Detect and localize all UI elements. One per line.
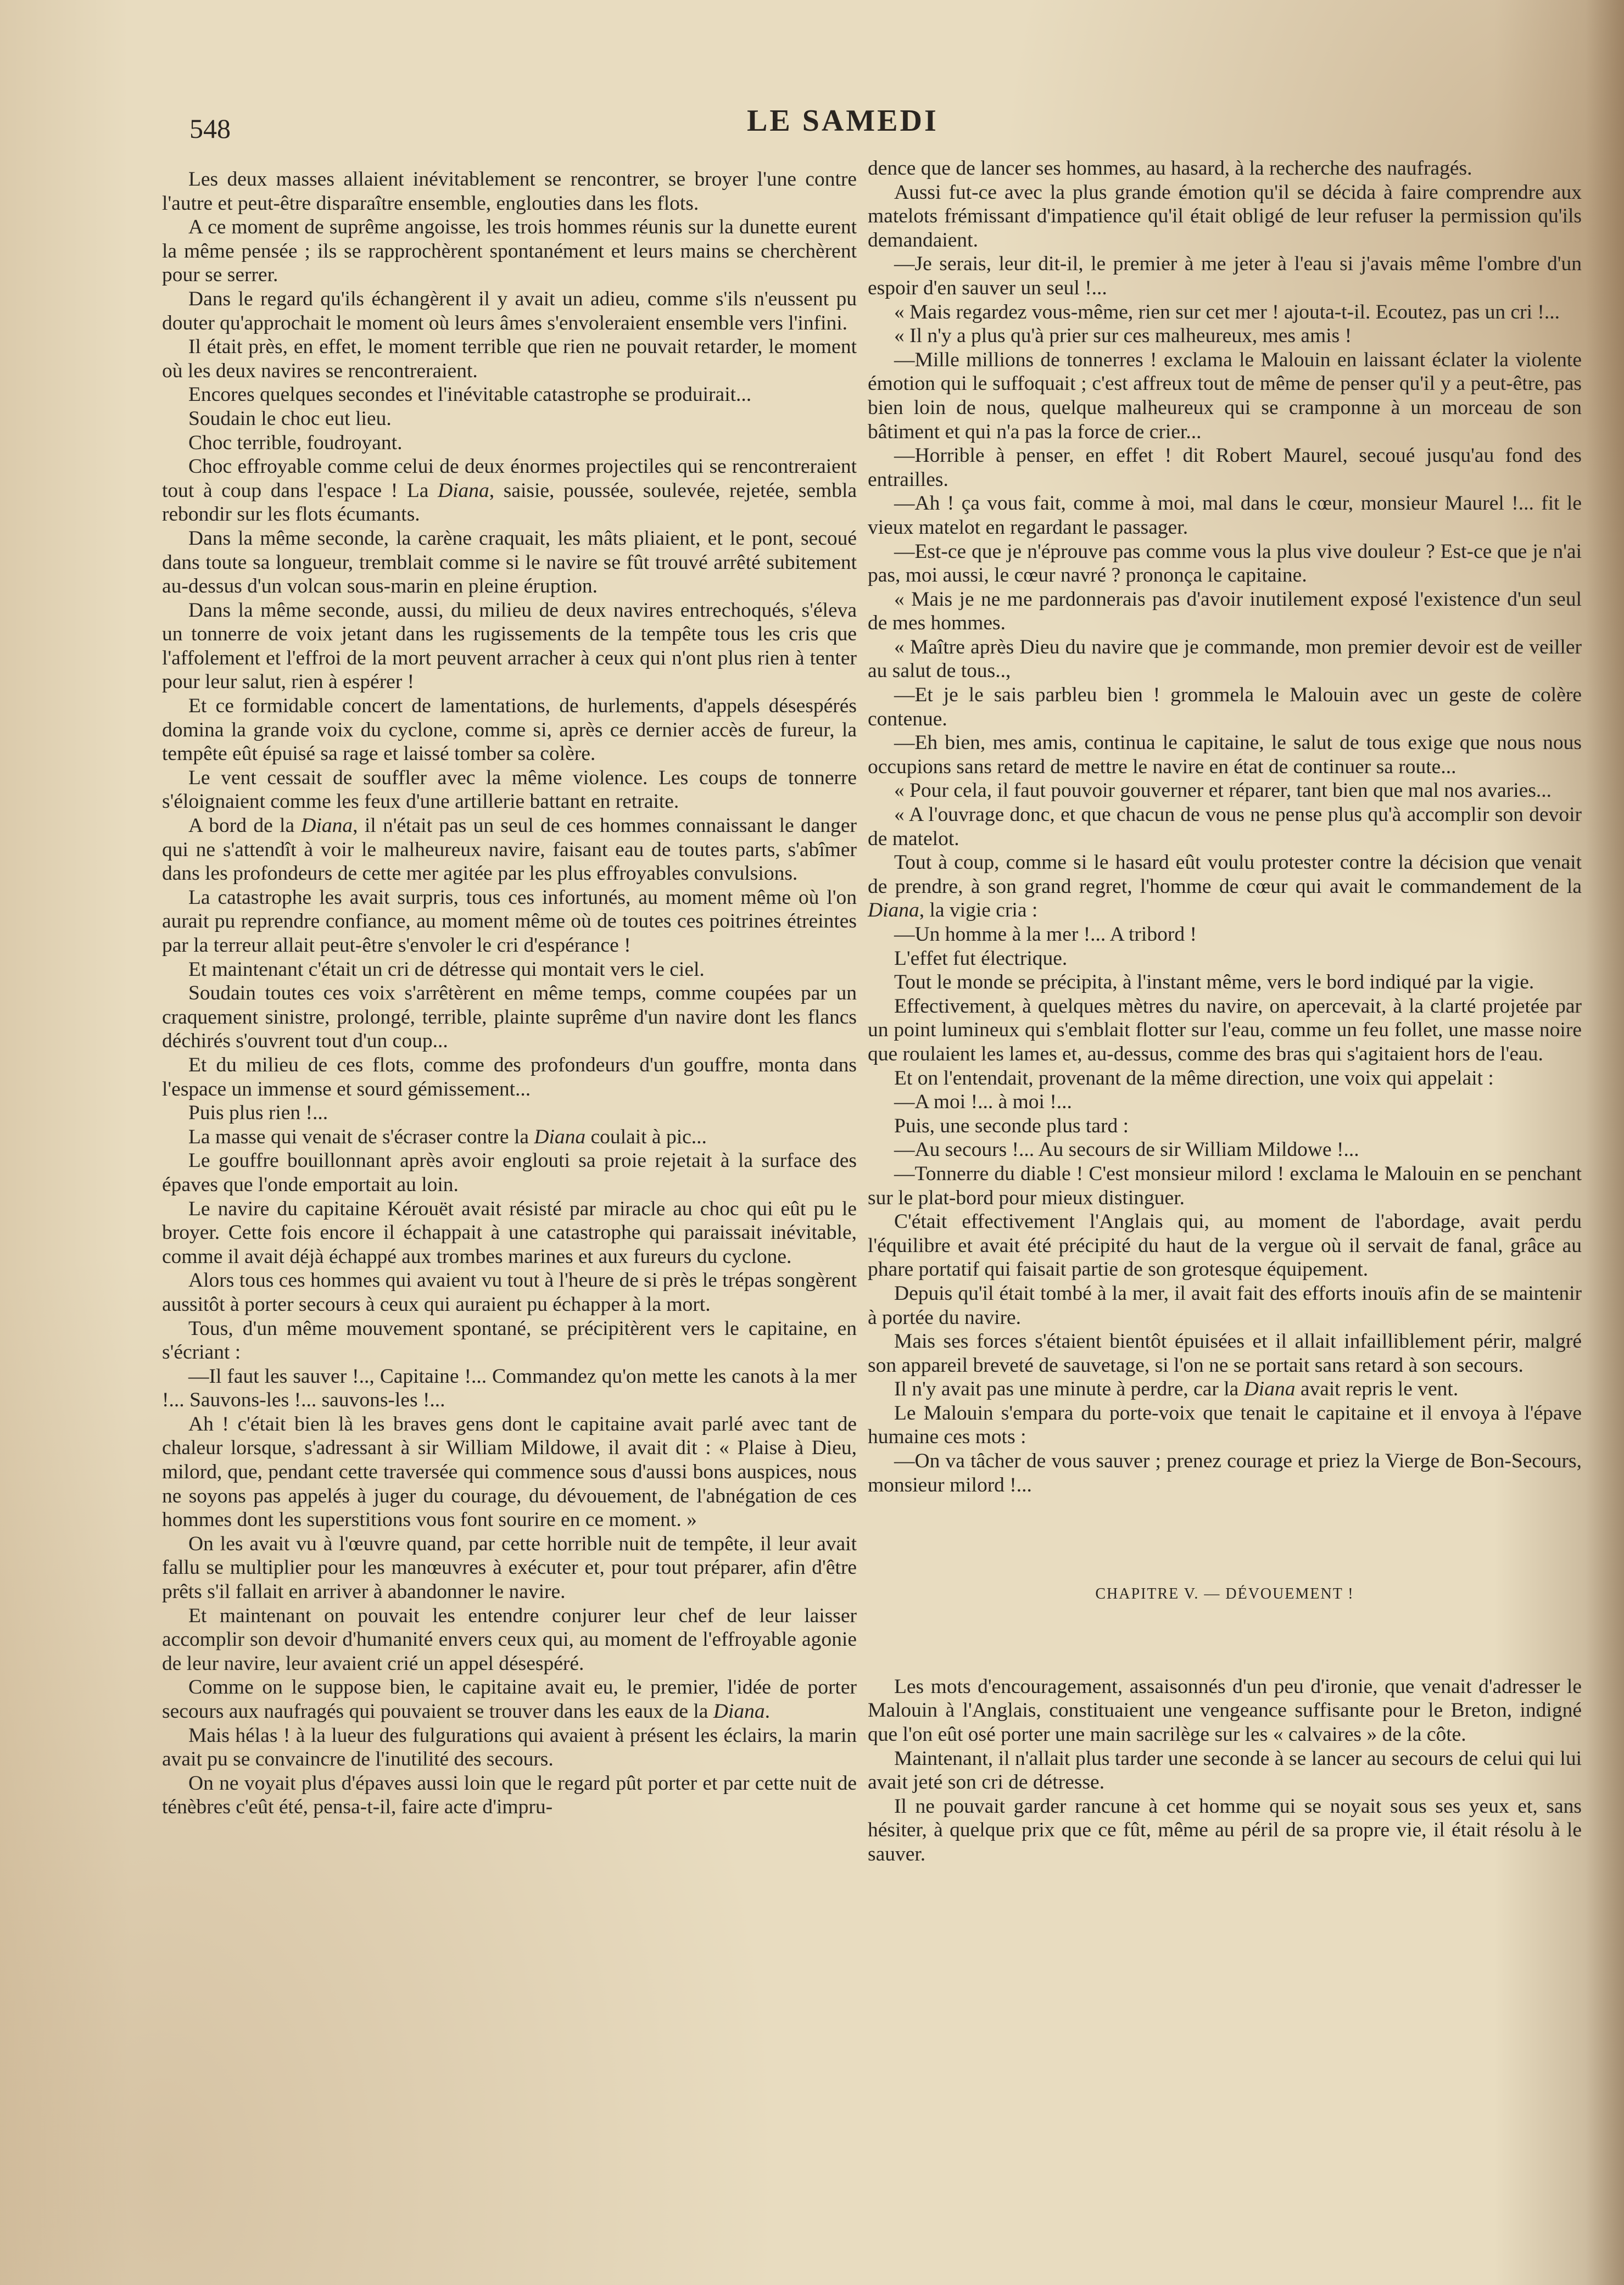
paragraph: Et du milieu de ces flots, comme des profondeurs d'un gouffre, monta dans l'espace un immense et sourd gémissement... xyxy=(162,1053,857,1100)
paragraph: —Il faut les sauver !.., Capitaine !... Commandez qu'on mette les canots à la mer !... Sauvons-les !... sauvons-les !... xyxy=(162,1365,857,1412)
paragraph: C'était effectivement l'Anglais qui, au moment de l'abordage, avait perdu l'équilibre et avait été précipité du haut de la vergue où il servait de fanal, grâce au phare portatif qui faisait partie de son grotesque équipement. xyxy=(868,1210,1582,1281)
paragraph: Le navire du capitaine Kérouët avait résisté par miracle au choc qui eût pu le broyer. Cette fois encore il échappait à une catastrophe qui paraissait inévitable, comme il avait déjà échappé aux trombes marines et aux fureurs du cyclone. xyxy=(162,1197,857,1268)
paragraph: « Maître après Dieu du navire que je commande, mon premier devoir est de veiller au salut de tous.., xyxy=(868,635,1582,683)
paragraph: Soudain le choc eut lieu. xyxy=(188,407,392,430)
paragraph: Comme on le suppose bien, le capitaine avait eu, le premier, l'idée de porter secours aux naufragés qui pouvaient se trouver dans les eaux de la Diana. xyxy=(162,1676,857,1723)
paragraph: Dans la même seconde, la carène craquait, les mâts pliaient, et le pont, secoué dans toute sa longueur, tremblait comme si le navire se fût trouvé arrêté subitement au-dessus d'un volcan sous-marin en pleine éruption. xyxy=(162,527,857,598)
paragraph: « Mais je ne me pardonnerais pas d'avoir inutilement exposé l'existence d'un seul de mes hommes. xyxy=(868,588,1582,635)
paragraph: « Pour cela, il faut pouvoir gouverner et réparer, tant bien que mal nos avaries... xyxy=(894,779,1552,802)
paragraph: Depuis qu'il était tombé à la mer, il avait fait des efforts inouïs afin de se maintenir à portée du navire. xyxy=(868,1282,1582,1329)
paragraph: « Il n'y a plus qu'à prier sur ces malheureux, mes amis ! xyxy=(894,325,1352,348)
paragraph: A ce moment de suprême angoisse, les trois hommes réunis sur la dunette eurent la même pensée ; ils se rapprochèrent spontanément et leurs mains se cherchèrent pour se serrer. xyxy=(162,216,857,287)
paragraph: Puis, une seconde plus tard : xyxy=(894,1114,1129,1137)
paragraph: Il n'y avait pas une minute à perdre, car la Diana avait repris le vent. xyxy=(894,1378,1459,1401)
paragraph: L'effet fut électrique. xyxy=(894,947,1068,970)
running-title: LE SAMEDI xyxy=(747,104,939,138)
paragraph: Maintenant, il n'allait plus tarder une seconde à se lancer au secours de celui qui lui avait jeté son cri de détresse. xyxy=(868,1747,1582,1794)
paragraph: Tout à coup, comme si le hasard eût voulu protester contre la décision que venait de prendre, à son grand regret, l'homme de cœur qui avait le commandement de la Diana, la vigie cria : xyxy=(868,851,1582,922)
paragraph: Effectivement, à quelques mètres du navire, on apercevait, à la clarté projetée par un point lumineux qui s'emblait flotter sur l'eau, comme un feu follet, une masse noire que roulaient les lames et, au-dessus, comme des bras qui s'agitaient hors de l'eau. xyxy=(868,995,1582,1065)
paragraph: —Est-ce que je n'éprouve pas comme vous la plus vive douleur ? Est-ce que je n'ai pas, moi aussi, le cœur navré ? prononça le capitaine. xyxy=(868,540,1582,587)
paragraph: La masse qui venait de s'écraser contre la Diana coulait à pic... xyxy=(188,1125,707,1148)
paragraph: Le vent cessait de souffler avec la même violence. Les coups de tonnerre s'éloignaient comme les feux d'une artillerie battant en retraite. xyxy=(162,766,857,813)
paragraph: On les avait vu à l'œuvre quand, par cette horrible nuit de tempête, il leur avait fallu se multiplier pour les manœuvres à exécuter et, pour tout préparer, afin d'être prêts s'il fallait en arriver à abandonner le navire. xyxy=(162,1532,857,1604)
right-column xyxy=(868,157,1582,1867)
chapter-heading: CHAPITRE V. — DÉVOUEMENT ! xyxy=(1095,1585,1354,1603)
paragraph: Tous, d'un même mouvement spontané, se précipitèrent vers le capitaine, en s'écriant : xyxy=(162,1317,857,1364)
paragraph: Les deux masses allaient inévitablement se rencontrer, se broyer l'une contre l'autre et peut-être disparaître ensemble, englouties dans les flots. xyxy=(162,168,857,215)
paragraph: Il ne pouvait garder rancune à cet homme qui se noyait sous ses yeux et, sans hésiter, à quelque prix que ce fût, même au péril de sa propre vie, il était résolu à le sauver. xyxy=(868,1795,1582,1865)
paragraph: Les mots d'encouragement, assaisonnés d'un peu d'ironie, que venait d'adresser le Malouin à l'Anglais, constituaient une vengeance suffisante pour le Breton, indigné que l'on eût osé porter une main sacrilège sur les « calvaires » de la côte. xyxy=(868,1675,1582,1746)
paragraph: A bord de la Diana, il n'était pas un seul de ces hommes connaissant le danger qui ne s'attendît à voir le malheureux navire, faisant eau de toutes parts, s'abîmer dans les profondeurs de cette mer agitée par les plus effroyables convulsions. xyxy=(162,814,857,885)
page-edge-stain xyxy=(1586,0,1624,2285)
paragraph: Alors tous ces hommes qui avaient vu tout à l'heure de si près le trépas songèrent aussitôt à porter secours à ceux qui auraient pu échapper à la mort. xyxy=(162,1269,857,1316)
paragraph: —Horrible à penser, en effet ! dit Robert Maurel, secoué jusqu'au fond des entrailles. xyxy=(868,444,1582,491)
paragraph: —Au secours !... Au secours de sir William Mildowe !... xyxy=(894,1138,1359,1161)
paragraph: Et on l'entendait, provenant de la même direction, une voix qui appelait : xyxy=(894,1066,1494,1090)
paragraph: Dans la même seconde, aussi, du milieu de deux navires entrechoqués, s'éleva un tonnerre de voix jetant dans les rugissements de la tempête tous les cris que l'affolement et l'effroi de la mort peuvent arracher à ceux qui n'ont plus rien à tenter pour leur salut, rien à espérer ! xyxy=(162,599,857,694)
paragraph: Le gouffre bouillonnant après avoir englouti sa proie rejetait à la surface des épaves que l'onde emportait au loin. xyxy=(162,1149,857,1196)
paragraph: —Je serais, leur dit-il, le premier à me jeter à l'eau si j'avais même l'ombre d'un espoir d'en sauver un seul !... xyxy=(868,253,1582,299)
right-column-bottom xyxy=(868,1675,1582,1867)
paragraph: Mais ses forces s'étaient bientôt épuisées et il allait infailliblement périr, malgré son appareil breveté de sauvetage, si l'on ne se portait sans retard à son secours. xyxy=(868,1330,1582,1377)
paragraph: —Ah ! ça vous fait, comme à moi, mal dans le cœur, monsieur Maurel !... fit le vieux matelot en regardant le passager. xyxy=(868,492,1582,539)
left-column xyxy=(162,167,857,1819)
paragraph: —Eh bien, mes amis, continua le capitaine, le salut de tous exige que nous nous occupions sans retard de mettre le navire en état de continuer sa route... xyxy=(868,731,1582,778)
paragraph: « Mais regardez vous-même, rien sur cet mer ! ajouta-t-il. Ecoutez, pas un cri !... xyxy=(894,300,1560,323)
paragraph: Dans le regard qu'ils échangèrent il y avait un adieu, comme s'ils n'eussent pu douter qu'approchait le moment où leurs âmes s'envoleraient ensemble vers l'infini. xyxy=(162,287,857,334)
paragraph: Encores quelques secondes et l'inévitable catastrophe se produirait... xyxy=(188,383,752,406)
paragraph: dence que de lancer ses hommes, au hasard, à la recherche des naufragés. xyxy=(868,157,1472,180)
paragraph: —On va tâcher de vous sauver ; prenez courage et priez la Vierge de Bon-Secours, monsieur milord !... xyxy=(868,1450,1582,1496)
paragraph: Et maintenant on pouvait les entendre conjurer leur chef de leur laisser accomplir son devoir d'humanité envers ceux qui, au moment de l'effroyable agonie de leur navire, leur avaient crié un appel désespéré. xyxy=(162,1604,857,1675)
paragraph: On ne voyait plus d'épaves aussi loin que le regard pût porter et par cette nuit de ténèbres c'eût été, pensa-t-il, faire acte d'impru- xyxy=(162,1772,857,1819)
paragraph: La catastrophe les avait surpris, tous ces infortunés, au moment même où l'on aurait pu reprendre confiance, au moment même où de toutes ces poitrines étreintes par la terreur allait peut-être s'envoler le cri d'espérance ! xyxy=(162,886,857,957)
paragraph: Il était près, en effet, le moment terrible que rien ne pouvait retarder, le moment où les deux navires se rencontreraient. xyxy=(162,336,857,382)
paragraph: Le Malouin s'empara du porte-voix que tenait le capitaine et il envoya à l'épave humaine ces mots : xyxy=(868,1401,1582,1449)
paragraph: Mais hélas ! à la lueur des fulgurations qui avaient à présent les éclairs, la marin avait pu se convaincre de l'inutilité des secours. xyxy=(162,1724,857,1771)
paragraph: Aussi fut-ce avec la plus grande émotion qu'il se décida à faire comprendre aux matelots frémissant d'impatience qu'il était obligé de leur refuser la permission qu'ils demandaient. xyxy=(868,181,1582,252)
paragraph: Choc terrible, foudroyant. xyxy=(188,431,403,454)
paragraph: —Et je le sais parbleu bien ! grommela le Malouin avec un geste de colère contenue. xyxy=(868,684,1582,730)
paragraph: « A l'ouvrage donc, et que chacun de vous ne pense plus qu'à accomplir son devoir de matelot. xyxy=(868,803,1582,850)
paragraph: Et ce formidable concert de lamentations, de hurlements, d'appels désespérés domina la grande voix du cyclone, comme si, après ce dernier accès de fureur, la tempête eût épuisé sa rage et laissé tomber sa colère. xyxy=(162,695,857,766)
page-number: 548 xyxy=(189,113,231,144)
paragraph: —A moi !... à moi !... xyxy=(894,1091,1072,1114)
paragraph: Tout le monde se précipita, à l'instant même, vers le bord indiqué par la vigie. xyxy=(894,971,1534,994)
right-column-top xyxy=(868,157,1582,1497)
paragraph: —Tonnerre du diable ! C'est monsieur milord ! exclama le Malouin en se penchant sur le plat-bord pour mieux distinguer. xyxy=(868,1162,1582,1209)
paragraph: Choc effroyable comme celui de deux énormes projectiles qui se rencontreraient tout à coup dans l'espace ! La Diana, saisie, poussée, soulevée, rejetée, sembla rebondir sur les flots écumants. xyxy=(162,455,857,526)
paragraph: —Un homme à la mer !... A tribord ! xyxy=(894,923,1197,946)
paragraph: Et maintenant c'était un cri de détresse qui montait vers le ciel. xyxy=(188,958,705,981)
paragraph: Soudain toutes ces voix s'arrêtèrent en même temps, comme coupées par un craquement sinistre, prolongé, terrible, plainte suprême d'un navire dont les flancs déchirés s'ouvrent tout d'un coup... xyxy=(162,982,857,1053)
paragraph: Puis plus rien !... xyxy=(188,1102,328,1125)
paragraph: Ah ! c'était bien là les braves gens dont le capitaine avait parlé avec tant de chaleur lorsque, s'adressant à sir William Mildowe, il avait dit : « Plaise à Dieu, milord, que, pendant cette traversée qui commence sous d'aussi bons auspices, nous ne soyons pas appelés à juger du courage, du dévouement, de l'abnégation de ces hommes dont les superstitions vous font sourire en ce moment. » xyxy=(162,1412,857,1532)
paragraph: —Mille millions de tonnerres ! exclama le Malouin en laissant éclater la violente émotion qui le suffoquait ; c'est affreux tout de même de penser qu'il y a peut-être, pas bien loin de nous, quelque malheureux qui se cramponne à un morceau de son bâtiment et qui n'a pas la force de crier... xyxy=(868,348,1582,443)
